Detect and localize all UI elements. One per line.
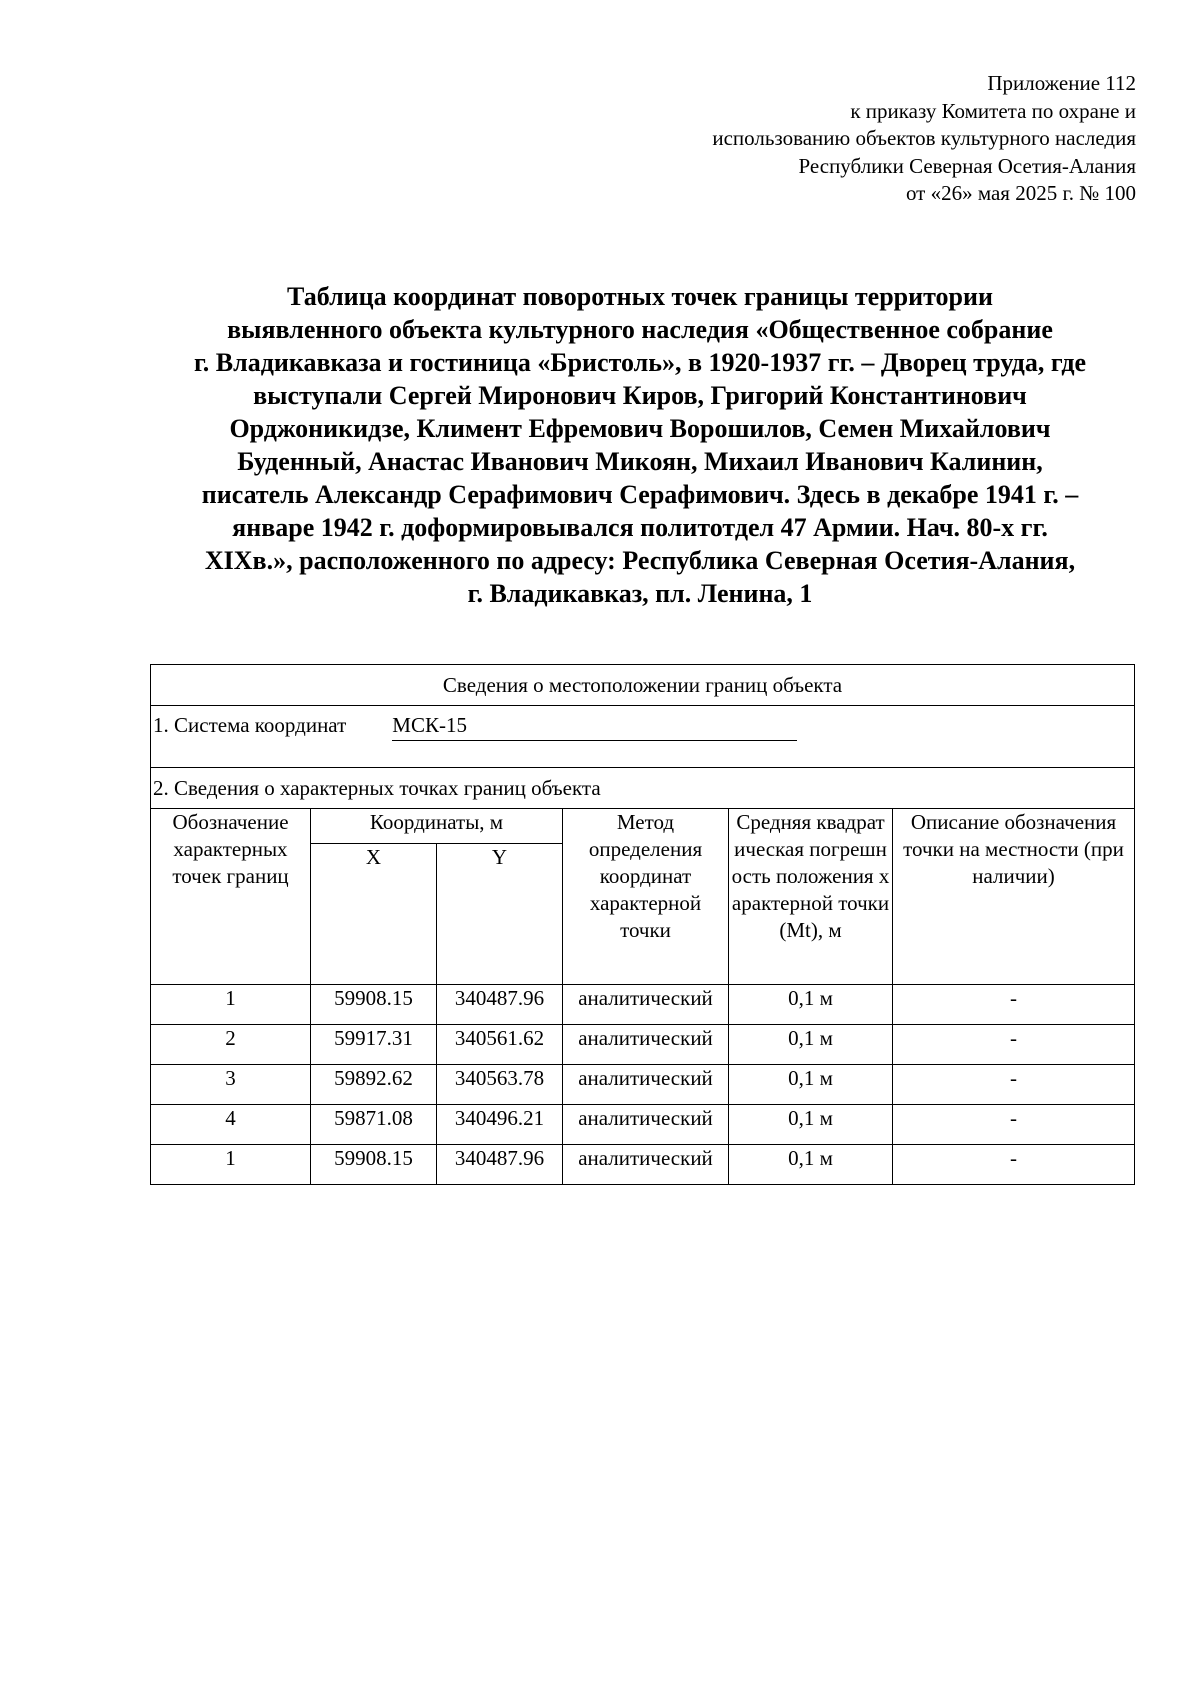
error-cell: 0,1 м (729, 1065, 893, 1105)
table-row (151, 1145, 1135, 1185)
column-header-x: X (311, 844, 437, 985)
points-section-header: 2. Сведения о характерных точках границ объекта (151, 768, 1135, 809)
table-header: Сведения о местоположении границ объекта (151, 665, 1135, 706)
column-header-description: Описание обозначения точки на местности (при наличии) (893, 809, 1135, 985)
title-line: Орджоникидзе, Климент Ефремович Ворошилов, Семен Михайлович (229, 414, 1051, 443)
table-row (151, 985, 1135, 1025)
column-header-coordinates: Координаты, м (311, 809, 563, 844)
appendix-line: от «26» мая 2025 г. № 100 (905, 181, 1136, 205)
coordinates-table (150, 664, 1135, 1185)
column-header-y: Y (437, 844, 563, 985)
x-cell: 59908.15 (311, 1145, 437, 1185)
description-cell: - (893, 985, 1135, 1025)
title-line: Буденный, Анастас Иванович Микоян, Михаил Иванович Калинин, (237, 447, 1043, 476)
y-cell: 340496.21 (437, 1105, 563, 1145)
error-cell: 0,1 м (729, 1025, 893, 1065)
y-cell: 340487.96 (437, 985, 563, 1025)
y-cell: 340563.78 (437, 1065, 563, 1105)
appendix-line: Приложение 112 (987, 71, 1136, 95)
document-title (120, 280, 1160, 610)
table-row (151, 1105, 1135, 1145)
appendix-line: Республики Северная Осетия-Алания (798, 153, 1136, 178)
point-cell: 2 (151, 1025, 311, 1065)
x-cell: 59892.62 (311, 1065, 437, 1105)
error-cell: 0,1 м (729, 1105, 893, 1145)
y-cell: 340487.96 (437, 1145, 563, 1185)
appendix-block (436, 70, 1136, 208)
method-cell: аналитический (563, 1105, 729, 1145)
table-row (151, 1025, 1135, 1065)
method-cell: аналитический (563, 1065, 729, 1105)
method-cell: аналитический (563, 985, 729, 1025)
coordinate-system-label: 1. Система координат (153, 713, 347, 737)
column-header-designation: Обозначение характерных точек границ (151, 809, 311, 985)
title-line: XIXв.», расположенного по адресу: Республика Северная Осетия-Алания, (204, 546, 1076, 575)
description-cell: - (893, 1065, 1135, 1105)
column-header-error: Средняя квадратическая погрешность положения характерной точки (Mt), м (729, 809, 893, 985)
error-cell: 0,1 м (729, 1145, 893, 1185)
title-line: Таблица координат поворотных точек границы территории (287, 282, 993, 311)
title-line: выступали Сергей Миронович Киров, Григорий Константинович (253, 381, 1027, 410)
coordinate-system-row (151, 706, 1135, 768)
point-cell: 1 (151, 985, 311, 1025)
appendix-line: использованию объектов культурного наследия (712, 126, 1136, 150)
description-cell: - (893, 1105, 1135, 1145)
title-line: писатель Александр Серафимович Серафимович. Здесь в декабре 1941 г. – (201, 480, 1079, 509)
point-cell: 3 (151, 1065, 311, 1105)
appendix-line: к приказу Комитета по охране и (850, 98, 1136, 123)
description-cell: - (893, 1145, 1135, 1185)
coordinate-system-value: МСК-15 (392, 706, 797, 741)
x-cell: 59917.31 (311, 1025, 437, 1065)
method-cell: аналитический (563, 1025, 729, 1065)
title-line: г. Владикавказ, пл. Ленина, 1 (467, 579, 813, 608)
x-cell: 59908.15 (311, 985, 437, 1025)
point-cell: 1 (151, 1145, 311, 1185)
title-line: январе 1942 г. доформировывался политотдел 47 Армии. Нач. 80-х гг. (232, 513, 1048, 542)
y-cell: 340561.62 (437, 1025, 563, 1065)
point-cell: 4 (151, 1105, 311, 1145)
description-cell: - (893, 1025, 1135, 1065)
method-cell: аналитический (563, 1145, 729, 1185)
title-line: г. Владикавказа и гостиница «Бристоль», в 1920-1937 гг. – Дворец труда, где (193, 348, 1087, 377)
column-header-method: Метод определения координат характерной точки (563, 809, 729, 985)
x-cell: 59871.08 (311, 1105, 437, 1145)
title-line: выявленного объекта культурного наследия «Общественное собрание (227, 315, 1053, 344)
error-cell: 0,1 м (729, 985, 893, 1025)
table-row (151, 1065, 1135, 1105)
